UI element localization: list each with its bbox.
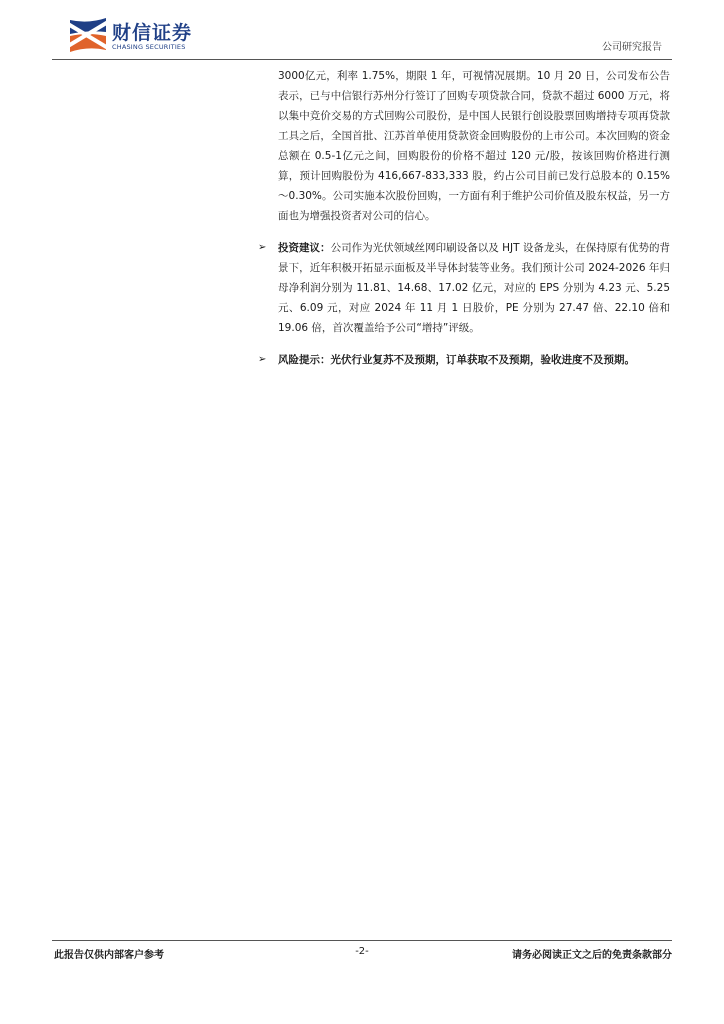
footer-disclaimer: 此报告仅供内部客户参考 [54,950,164,961]
risk-warning-label: 风险提示： [278,354,331,366]
bullet-arrow-icon: ➢ [258,354,267,365]
logo-mark-icon [66,14,110,54]
bullet-arrow-icon: ➢ [258,242,267,253]
footer-notice: 请务必阅读正文之后的免责条款部分 [512,950,672,961]
logo-name: 财信证券 [112,22,193,44]
logo-english-name: CHASING SECURITIES [112,43,186,51]
risk-warning [256,350,670,370]
investment-advice-label: 投资建议： [278,242,331,254]
header-divider [52,59,672,60]
report-type: 公司研究报告 [602,42,662,53]
company-logo [66,14,216,56]
investment-advice [256,238,670,338]
page-number: -2- [355,946,369,957]
investment-advice-text: 公司作为光伏领域丝网印刷设备以及 HJT 设备龙头，在保持原有优势的背景下，近年积极开拓显示面板及半导体封装等业务。我们预计公司 2024-2026 年归母净利润分别为 11.81、14.68、17.02 亿元，对应的 EPS 分别为 4.23 元、5.25 元、6.09 元，对应 2024 年 11 月 1 日股价，PE 分别为 27.47 倍、22.10 倍和 19.06 倍，首次覆盖给予公司“增持”评级。 [278,242,670,334]
report-body [258,66,670,370]
buyback-paragraph: 3000亿元，利率 1.75%，期限 1 年，可视情况展期。10 月 20 日，公司发布公告表示，已与中信银行苏州分行签订了回购专项贷款合同，贷款不超过 6000 万元，将以集中竞价交易的方式回购公司股份，是中国人民银行创设股票回购增持专项再贷款工具之后，全国首批、江苏首单使用贷款资金回购股份的上市公司。本次回购的资金总额在 0.5-1亿元之间，回购股份的价格不超过 120 元/股，按该回购价格进行测算，预计回购股份为 416,667-833,333 股，约占公司目前已发行总股本的 0.15%～0.30%。公司实施本次股份回购，一方面有利于维护公司价值及股东权益，另一方面也为增强投资者对公司的信心。 [278,70,670,222]
risk-warning-text: 光伏行业复苏不及预期，订单获取不及预期，验收进度不及预期。 [330,354,635,366]
footer-divider [52,940,672,941]
